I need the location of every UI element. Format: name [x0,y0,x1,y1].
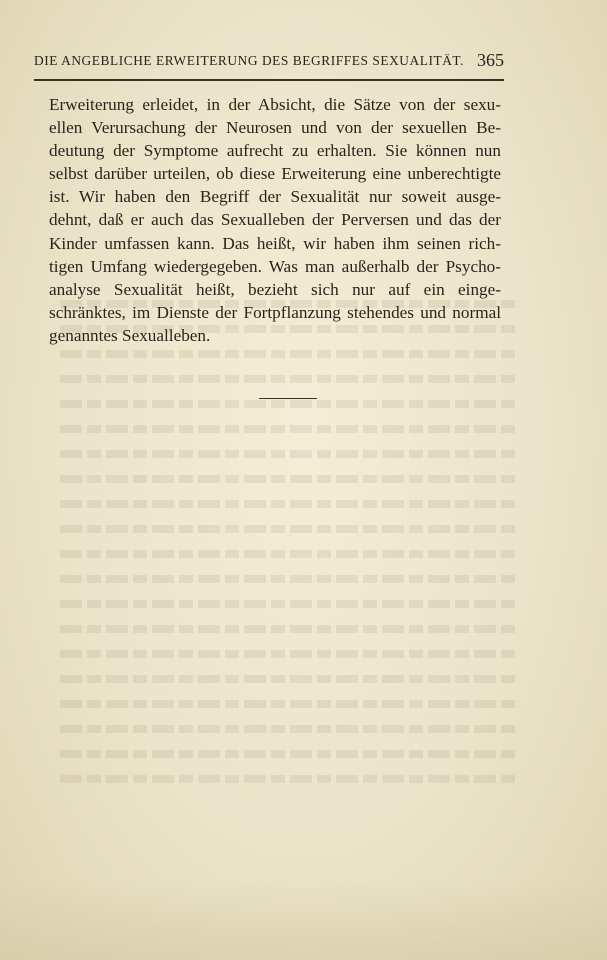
page-number: 365 [477,50,504,70]
text-line: analyse Sexualität heißt, bezieht sich nur auf ein einge- [49,279,501,299]
text-line: dehnt, daß er auch das Sexualleben der Perversen und das der [49,210,501,230]
section-end-rule [259,398,317,399]
text-line: deutung der Symptome aufrecht zu erhalten. Sie können nun [49,141,501,161]
text-line: genanntes Sexualleben. [49,325,211,345]
text-line: schränktes, im Dienste der Fortpflanzung stehendes und normal [49,302,501,322]
page-header [34,50,504,72]
reverse-page-bleed-through [60,300,520,820]
text-line: selbst darüber urteilen, ob diese Erweiterung eine unberechtigte [49,164,501,184]
page-shading [0,880,607,960]
text-line: ist. Wir haben den Begriff der Sexualität nur soweit ausge- [49,187,501,207]
header-rule [34,79,504,81]
text-line: Erweiterung erleidet, in der Absicht, die Sätze von der sexu- [49,95,501,114]
text-line: ellen Verursachung der Neurosen und von der sexuellen Be- [49,118,501,138]
body-paragraph [49,93,501,347]
text-line: Kinder umfassen kann. Das heißt, wir haben ihm seinen rich- [49,233,501,253]
running-head: DIE ANGEBLICHE ERWEITERUNG DES BEGRIFFES SEXUALITÄT. [34,53,465,68]
text-line: tigen Umfang wiedergegeben. Was man außerhalb der Psycho- [49,256,501,276]
